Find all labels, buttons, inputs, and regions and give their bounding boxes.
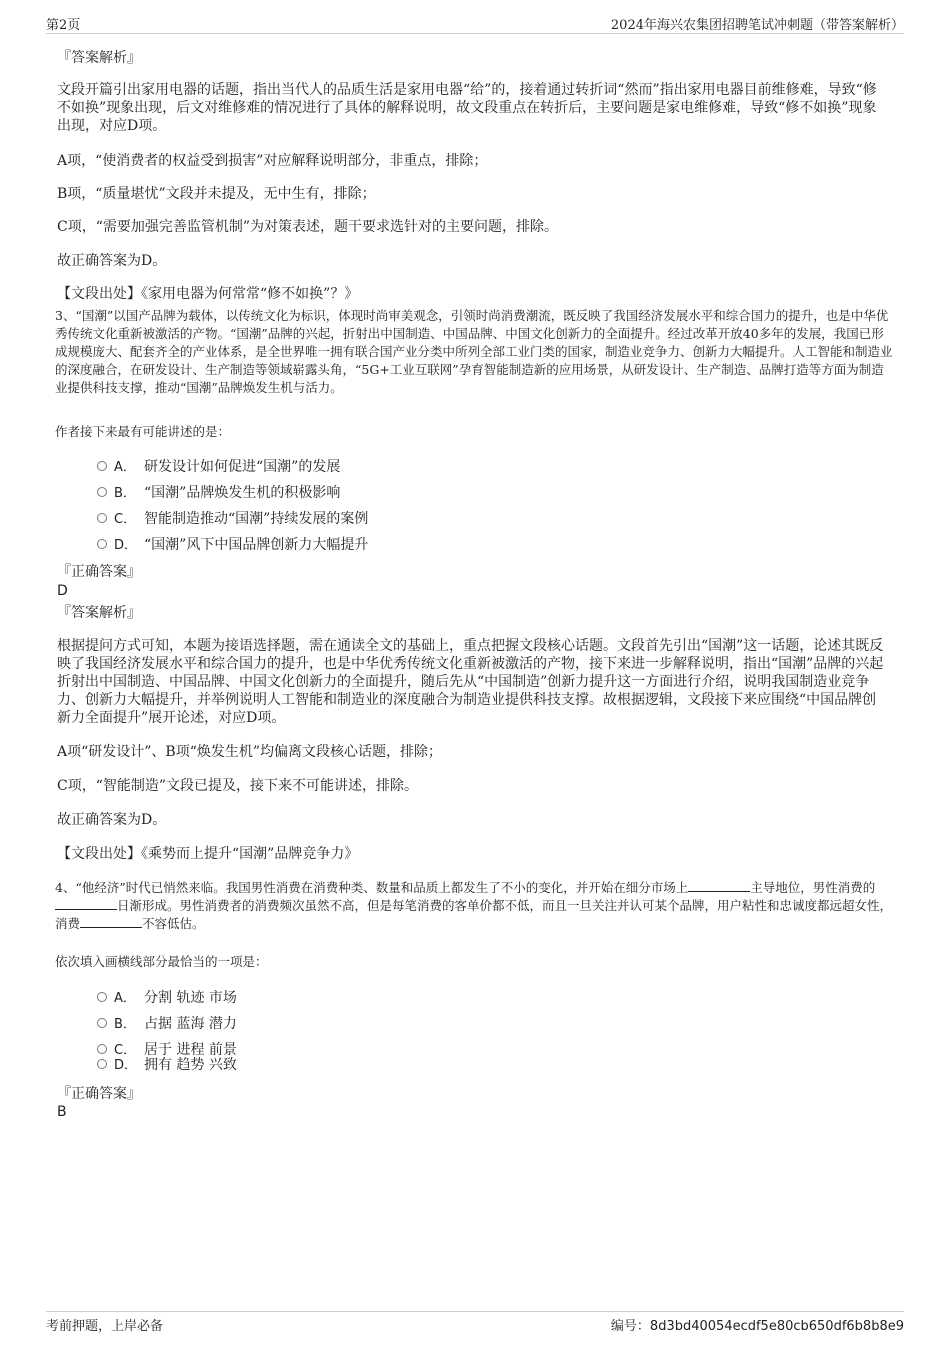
document-code: 编号：8d3bd40054ecdf5e80cb650df6b8b8e9 bbox=[610, 1319, 904, 1334]
q4-option-d[interactable]: D． 拥有 趋势 兴致 bbox=[97, 1056, 237, 1075]
q4-option-c[interactable]: C． 居于 进程 前景 bbox=[97, 1041, 237, 1060]
q2-point-b: B项，“质量堪忧”文段并未提及，无中生有，排除； bbox=[57, 186, 376, 202]
radio-icon[interactable] bbox=[97, 513, 107, 523]
q3-option-c[interactable]: C． 智能制造推动“国潮”持续发展的案例 bbox=[97, 510, 368, 529]
header-divider bbox=[46, 33, 904, 34]
q3-source: 【文段出处】《乘势而上提升“国潮”品牌竞争力》 bbox=[57, 846, 359, 862]
q2-point-c: C项，“需要加强完善监管机制”为对策表述，题干要求选针对的主要问题，排除。 bbox=[57, 219, 559, 235]
page-number: 第2页 bbox=[46, 18, 81, 33]
q3-option-b[interactable]: B． “国潮”品牌焕发生机的积极影响 bbox=[97, 484, 340, 503]
q2-analysis-title: 『答案解析』 bbox=[57, 50, 141, 66]
q4-option-a[interactable]: A． 分割 轨迹 市场 bbox=[97, 989, 237, 1008]
q2-analysis-body: 文段开篇引出家用电器的话题，指出当代人的品质生活是家用电器“给”的，接着通过转折词“然而”指出家用电器目前维修难，导致“修不如换”现象出现，后文对维修难的情况进行了具体的解释说明，故文段重点在转折后，主要问题是家电维修难，导致“修不如换”现象出现，对应D项。 bbox=[57, 82, 877, 134]
q2-conclusion: 故正确答案为D。 bbox=[57, 253, 167, 269]
radio-icon[interactable] bbox=[97, 1018, 107, 1028]
page-footer bbox=[46, 1315, 904, 1335]
q3-option-a[interactable]: A． 研发设计如何促进“国潮”的发展 bbox=[97, 458, 340, 477]
q3-option-d[interactable]: D． “国潮”风下中国品牌创新力大幅提升 bbox=[97, 536, 368, 555]
q3-correct-answer: D bbox=[57, 583, 68, 599]
radio-icon[interactable] bbox=[97, 1059, 107, 1069]
q3-point-c: C项，“智能制造”文段已提及，接下来不可能讲述，排除。 bbox=[57, 778, 419, 794]
radio-icon[interactable] bbox=[97, 992, 107, 1002]
q3-analysis-title: 『答案解析』 bbox=[57, 605, 141, 621]
page-header bbox=[46, 14, 904, 34]
radio-icon[interactable] bbox=[97, 539, 107, 549]
radio-icon[interactable] bbox=[97, 461, 107, 471]
q3-passage: 3、“国潮”以国产品牌为载体，以传统文化为标识，体现时尚审美观念，引领时尚消费潮流，既反映了我国经济发展水平和综合国力的提升，也是中华优秀传统文化重新被激活的产物。“国潮”品牌的兴起，折射出中国制造、中国品牌、中国文化创新力的全面提升。经过改革开放40多年的发展，我国已形成规模庞大、配套齐全的产业体系，是全世界唯一拥有联合国产业分类中所列全部工业门类的国家，制造业竞争力、创新力大幅提升。人工智能和制造业的深度融合，在研发设计、生产制造等领域崭露头角，“5G+工业互联网”孕育智能制造新的应用场景，从研发设计、生产制造、品牌打造等方面为制造业提供科技支撑，推动“国潮”品牌焕发生机与活力。 bbox=[55, 308, 893, 395]
footer-divider bbox=[46, 1311, 904, 1312]
q3-point-ab: A项“研发设计”、B项“焕发生机”均偏离文段核心话题，排除； bbox=[57, 744, 443, 760]
q2-source: 【文段出处】《家用电器为何常常“修不如换”？》 bbox=[57, 286, 359, 302]
answer-blank-3 bbox=[80, 915, 142, 928]
q4-option-b[interactable]: B． 占据 蓝海 潜力 bbox=[97, 1015, 237, 1034]
q4-question: 依次填入画横线部分最恰当的一项是： bbox=[55, 954, 268, 969]
q3-conclusion: 故正确答案为D。 bbox=[57, 812, 167, 828]
q3-correct-title: 『正确答案』 bbox=[57, 564, 141, 580]
q4-correct-answer: B bbox=[57, 1104, 67, 1120]
q2-point-a: A项，“使消费者的权益受到损害”对应解释说明部分，非重点，排除； bbox=[57, 153, 488, 169]
answer-blank-2 bbox=[55, 897, 117, 910]
footer-slogan: 考前押题，上岸必备 bbox=[46, 1319, 164, 1334]
document-title: 2024年海兴农集团招聘笔试冲刺题（带答案解析） bbox=[610, 18, 904, 33]
q4-passage: 4、“他经济”时代已悄然来临。我国男性消费在消费种类、数量和品质上都发生了不小的变化，并开始在细分市场上 主导地位，男性消费的日渐形成。男性消费者的消费频次虽然不高，但是每笔消费的客单价都不低，而且一旦关注并认可某个品牌，用户粘性和忠诚度都远超女性，消费 不容低估。 bbox=[55, 880, 893, 931]
q3-analysis-body: 根据提问方式可知，本题为接语选择题，需在通读全文的基础上，重点把握文段核心话题。文段首先引出“国潮”这一话题，论述其既反映了我国经济发展水平和综合国力的提升，也是中华优秀传统文化重新被激活的产物，接下来进一步解释说明，指出“国潮”品牌的兴起折射出中国制造、中国品牌、中国文化创新力的全面提升，随后先从“中国制造”创新力提升这一方面进行介绍，说明我国制造业竞争力、创新力大幅提升，并举例说明人工智能和制造业的深度融合为制造业提供科技支撑。故根据逻辑，文段接下来应围绕“中国品牌创新力全面提升”展开论述，对应D项。 bbox=[57, 638, 884, 726]
radio-icon[interactable] bbox=[97, 487, 107, 497]
radio-icon[interactable] bbox=[97, 1044, 107, 1054]
answer-blank-1 bbox=[688, 879, 750, 892]
q4-correct-title: 『正确答案』 bbox=[57, 1086, 141, 1102]
q3-question: 作者接下来最有可能讲述的是： bbox=[55, 424, 231, 439]
